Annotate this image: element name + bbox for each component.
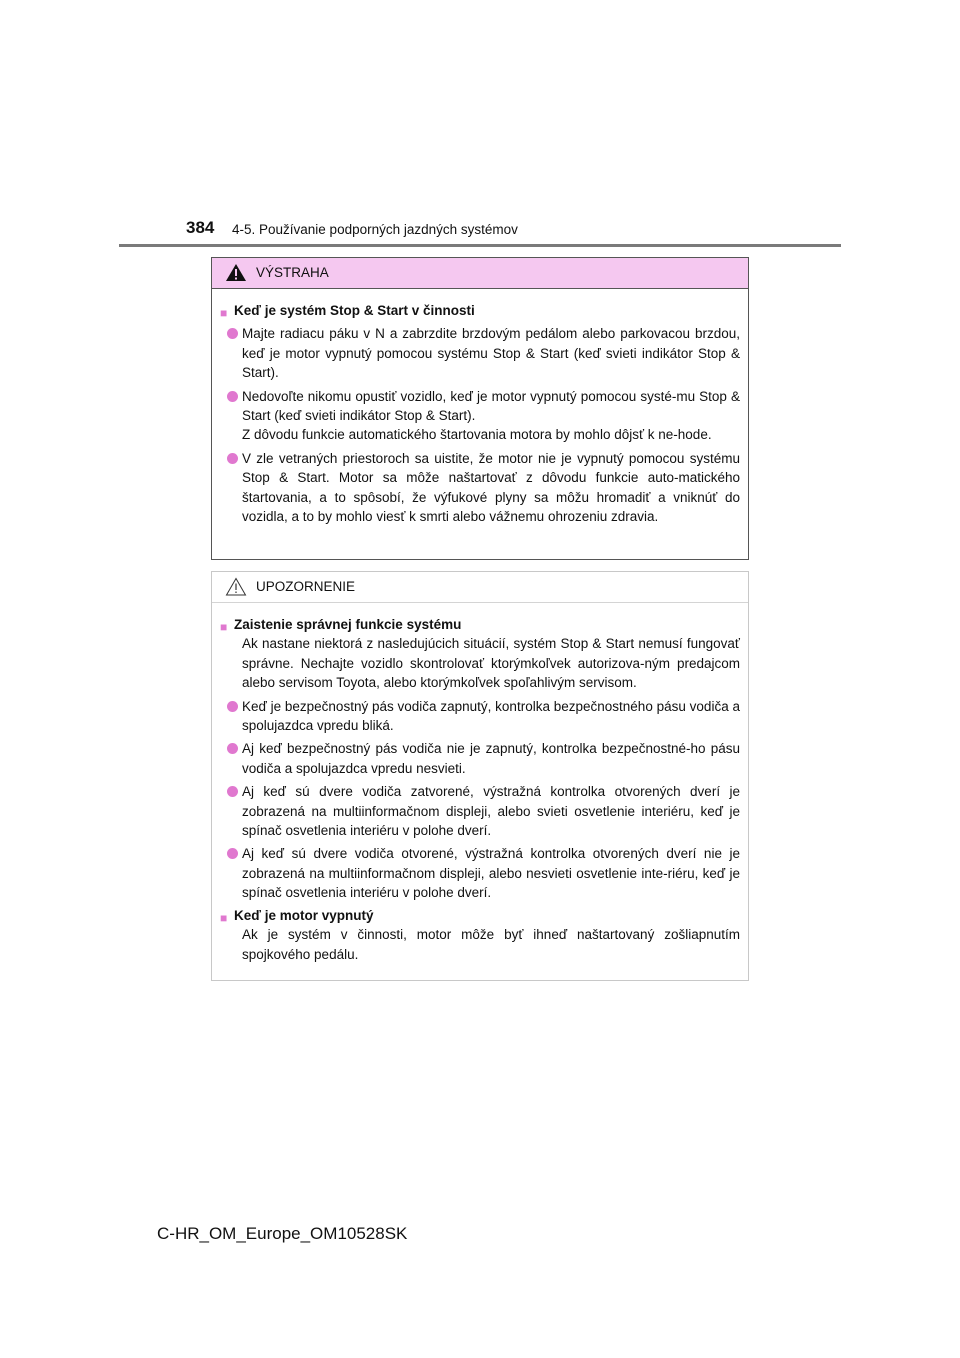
list-item-text: Aj keď bezpečnostný pás vodiča nie je zapnutý, kontrolka bezpečnostné-ho pásu vodiča a spolujazdca vpredu nesvieti. bbox=[242, 741, 740, 776]
list-item bbox=[220, 844, 740, 902]
circle-bullet-icon bbox=[227, 453, 238, 464]
circle-bullet-icon bbox=[227, 701, 238, 712]
circle-bullet-icon bbox=[227, 786, 238, 797]
section-text: Ak je systém v činnosti, motor môže byť ihneď naštartovaný zošliapnutím spojkového pedálu. bbox=[242, 927, 740, 962]
section-title-text: Keď je systém Stop & Start v činnosti bbox=[234, 303, 475, 318]
caution-header bbox=[212, 572, 748, 603]
list-item-text: Keď je bezpečnostný pás vodiča zapnutý, kontrolka bezpečnostného pásu vodiča a spolujazdca vpredu bliká. bbox=[242, 698, 740, 734]
square-bullet-icon: ■ bbox=[220, 306, 228, 320]
header-divider bbox=[119, 244, 841, 247]
list-item-text: V zle vetraných priestoroch sa uistite, že motor nie je vypnutý pomocou systému Stop & Start. Motor sa môže naštartovať z dôvodu funkcie auto-matického štartovania, a to spôsobí, že výfukové plyny sa môžu hromadiť a vniknúť do vozidla, a to by mohlo viesť k smrti alebo vážnemu ohrozeniu zdravia. bbox=[242, 450, 740, 525]
section-title-text: Zaistenie správnej funkcie systému bbox=[234, 617, 462, 632]
list-item bbox=[220, 324, 740, 382]
circle-bullet-icon bbox=[227, 743, 238, 754]
caution-content bbox=[212, 603, 748, 964]
list-item-text: Majte radiacu páku v N a zabrzdite brzdovým pedálom alebo parkovacou brzdou, keď je motor vypnutý pomocou systému Stop & Start (keď svieti indikátor Stop & Start). bbox=[242, 326, 740, 381]
list-item-text: Aj keď sú dvere vodiča otvorené, výstražná kontrolka otvorených dverí nie je zobrazená na multiinformačnom displeji, alebo nesvieti osvetlenie inte-riéru, keď je spínač osvetlenia interiéru v polohe dverí. bbox=[242, 846, 740, 901]
warning-box bbox=[211, 257, 749, 560]
section-title-text: Keď je motor vypnutý bbox=[234, 907, 374, 923]
document-code: C-HR_OM_Europe_OM10528SK bbox=[157, 1224, 408, 1243]
circle-bullet-icon bbox=[227, 391, 238, 402]
section-title bbox=[220, 301, 740, 320]
list-item bbox=[220, 782, 740, 840]
square-bullet-icon: ■ bbox=[220, 910, 228, 925]
section-title bbox=[220, 906, 740, 925]
chapter-title: 4-5. Používanie podporných jazdných systémov bbox=[232, 222, 518, 237]
warning-triangle-filled-icon bbox=[225, 263, 247, 282]
caution-box bbox=[211, 571, 749, 981]
warning-header bbox=[212, 258, 748, 289]
list-item-text: Nedovoľte nikomu opustiť vozidlo, keď je motor vypnutý pomocou systé-mu Stop & Start (keď svieti indikátor Stop & Start). bbox=[242, 388, 740, 424]
section-intro: Ak nastane niektorá z nasledujúcich situácií, systém Stop & Start nemusí fungovať správne. Nechajte vozidlo skontrolovať ktorýmkoľvek autorizova-ným predajcom alebo servisom Toyota, alebo ktorýmkoľvek spoľahlivým servisom. bbox=[242, 636, 740, 691]
warning-content bbox=[212, 289, 748, 526]
section-title bbox=[220, 615, 740, 634]
square-bullet-icon: ■ bbox=[220, 620, 228, 634]
list-item-text: Aj keď sú dvere vodiča zatvorené, výstražná kontrolka otvorených dverí je zobrazená na multiinformačnom displeji, alebo svieti osvetlenie interiéru, keď je spínač osvetlenia interiéru v polohe dverí. bbox=[242, 784, 740, 839]
list-item-text-extra: Z dôvodu funkcie automatického štartovania motora by mohlo dôjsť k ne-hode. bbox=[242, 427, 712, 443]
warning-label: VÝSTRAHA bbox=[256, 265, 329, 280]
circle-bullet-icon bbox=[227, 328, 238, 339]
list-item bbox=[220, 449, 740, 527]
warning-triangle-outline-icon bbox=[225, 577, 247, 596]
list-item bbox=[220, 697, 740, 736]
page-number: 384 bbox=[186, 218, 215, 237]
caution-label: UPOZORNENIE bbox=[256, 579, 356, 594]
circle-bullet-icon bbox=[227, 848, 238, 859]
list-item bbox=[220, 387, 740, 445]
list-item bbox=[220, 739, 740, 778]
